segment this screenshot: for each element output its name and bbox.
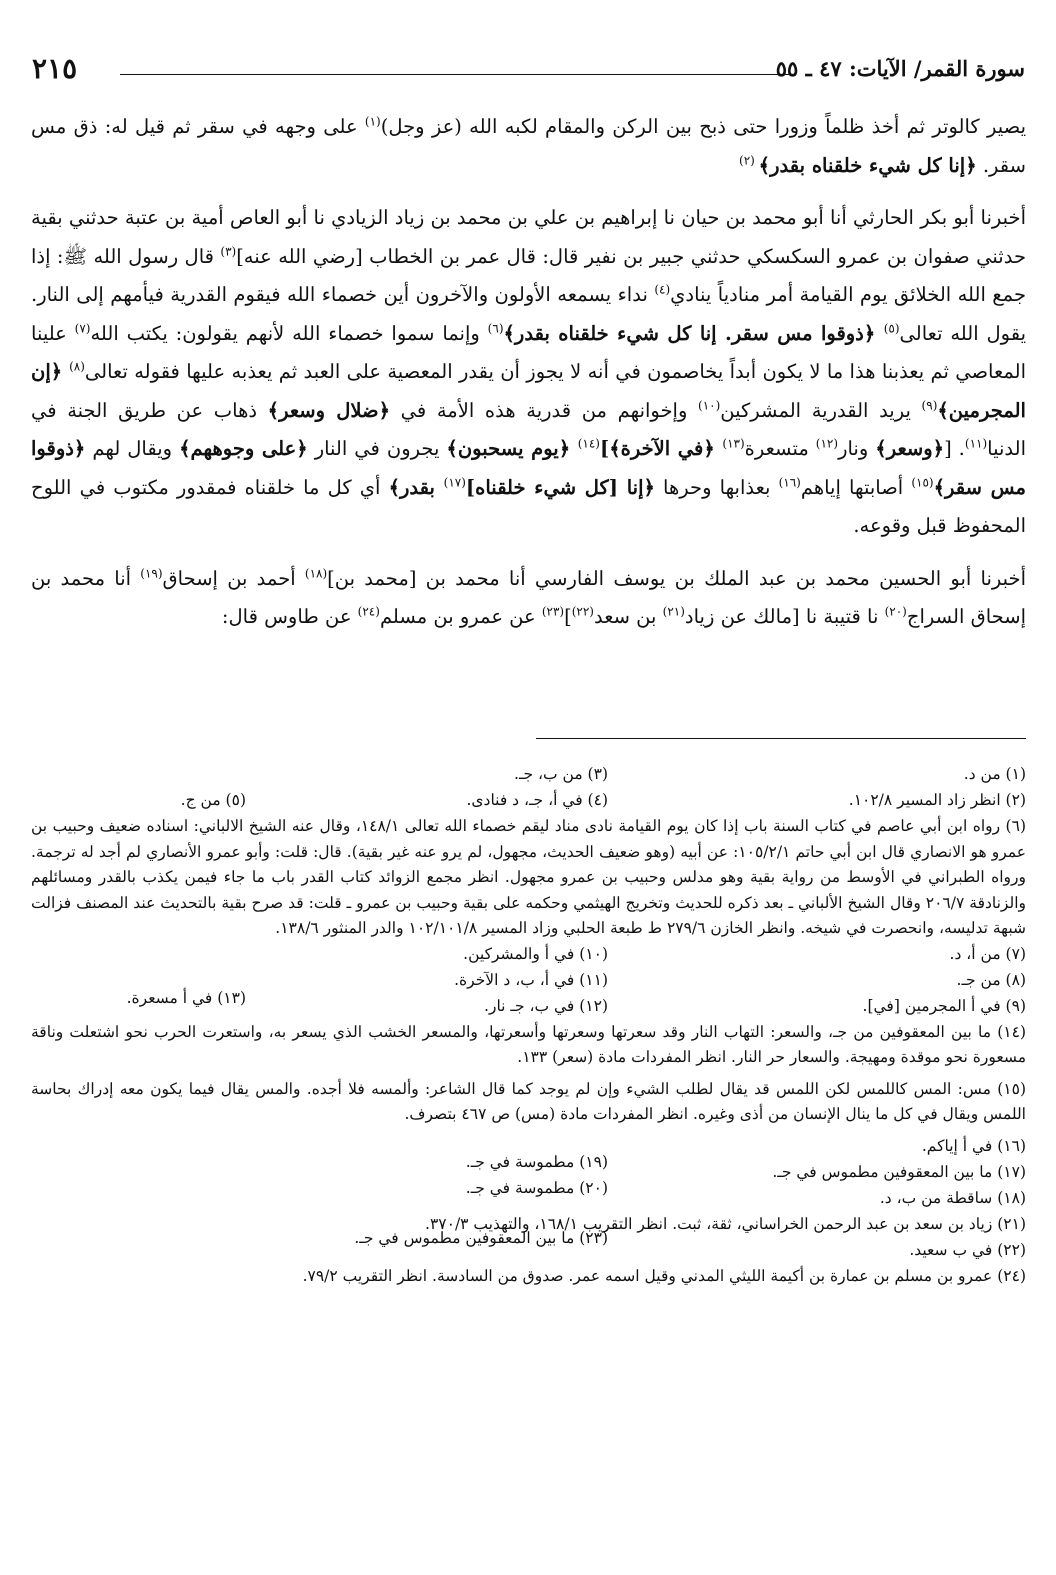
text-run: ويقال لهم [85, 437, 180, 460]
quran-verse: ﴿ذوقوا مس سقر. إنا كل شيء خلقناه بقدر﴾ [503, 321, 884, 345]
footnote-17: (١٧) ما بين المعقوفين مطموس في جـ. [772, 1162, 1026, 1181]
footnote-6: (٦) رواه ابن أبي عاصم في كتاب السنة باب إذا كان يوم القيامة نادى مناد ليقم خصماء الله تعالى ١٤٨/١، وقال عنه الشيخ الالباني: اسناده ضعيف وحبيب بن عمرو هو الانصاري قال ابن أبي حاتم ١٠٥/٢/١: عن أبيه (وهو ضعيف الحديث، مجهول، لم يرو عنه غير بقية). قال: قلت: وأبو عمرو الأنصاري لم أجد له ترجمة. ورواه الطبراني في الأوسط من رواية بقية وهو مدلس وحبيب بن عمرو مجهول. انظر مجمع الزوائد كتاب القدر باب ما جاء فيمن يكذب بالقدر ومسائلهم والزنادقة ٢٠٦/٧ وقال الشيخ الألباني ـ بعد ذكره للحديث وتخريج الهيثمي وحكمه على بقية وحبيب بن عمرو ـ قلت: قد صرح بقية بالتحديث عند المصنف فزالت شبهة تدليسه، وانحصرت في شيخه. وانظر الخازن ٢٧٩/٦ ط طبعة الحلبي وزاد المسير ١٠٢/١٠١/٨ والدر المنثور ١٣٨/٦. [31, 817, 1026, 937]
footnote-2: (٢) انظر زاد المسير ١٠٢/٨. [848, 791, 1026, 809]
footnote-21: (٢١) زياد بن سعد بن عبد الرحمن الخراساني، ثقة، ثبت. انظر التقريب ١٦٨/١، والتهذيب ٣٧٠/٣. [425, 1214, 1026, 1233]
footnote-16: (١٦) في أ إياكم. [921, 1136, 1026, 1155]
footnote-ref: (٢٠) [884, 604, 907, 619]
text-run: ونار [838, 437, 876, 460]
page-header [30, 52, 1025, 96]
footnote-ref: (٢٤) [357, 604, 380, 619]
text-run: علينا المعاصي ثم يعذبنا هذا ما لا يكون أبداً يخاصمون في أنه لا يجوز أن يقدر المعصية على العبد ثم يعذبه عليها فقوله تعالى [31, 321, 1026, 383]
running-title: سورة القمر/ الآيات: ٤٧ ـ ٥٥ [775, 56, 1025, 81]
footnote-4: (٤) في أ، جـ، د فنادى. [466, 791, 608, 809]
footnote-ref: (١٨) [304, 566, 328, 580]
text-run: نداء يسمعه الأولون والآخرون أين خصماء الله فيقوم القدرية فيأمهم إلى النار. يقول الله تعالى [31, 283, 1026, 345]
text-run: قال رسول الله ﷺ: إذا جمع الله الخلائق يوم القيامة أمر منادياً ينادي [31, 244, 1026, 306]
text-run: يجرون في النار [307, 437, 447, 460]
text-run: أخبرنا أبو الحسين محمد بن عبد الملك بن يوسف الفارسي أنا محمد بن [محمد بن] [327, 566, 1026, 590]
footnote-ref: (١١) [964, 436, 988, 451]
footnote-7: (٧) من أ، د. [949, 944, 1026, 963]
text-run: على وجهه في سقر ثم قيل له: ذق مس سقر. [31, 115, 1026, 177]
paragraph-1 [31, 108, 1026, 185]
footnote-ref: (٨) [69, 359, 85, 374]
footnote-row [31, 1178, 1026, 1212]
footnote-13: (١٣) في أ مسعرة. [126, 988, 246, 1007]
text-run: أخبرنا أبو بكر الحارثي أنا أبو محمد بن حيان نا إبراهيم بن علي بن محمد بن زياد الزيادي نا أبو العاص أمية بن عتبة حدثني بقية حدثني صفوان بن عمرو السكسكي حدثني جبير بن نفير قال: قال عمر بن الخطاب [رضي الله عنه] [31, 206, 1026, 268]
footnote-20: (٢٠) مطموسة في جـ. [465, 1178, 608, 1197]
footnote-11: (١١) في أ، ب، د الآخرة. [454, 970, 608, 989]
footnote-1: (١) من د. [963, 765, 1026, 783]
text-run: يريد القدرية المشركين [720, 398, 922, 422]
paragraph-2 [31, 199, 1026, 546]
footnote-24: (٢٤) عمرو بن مسلم بن عمارة بن أكيمة الليثي المدني وقيل اسمه عمر. صدوق من السادسة. انظر التقريب ٧٩/٢. [302, 1266, 1026, 1285]
text-run: نا قتيبة نا [مالك عن زياد [684, 605, 885, 628]
footnote-ref: (١٦) [778, 475, 801, 489]
text-run: ذهاب عن طريق الجنة في الدنيا [31, 398, 1026, 460]
footnote-ref: (٣) [220, 244, 237, 258]
footnotes [31, 762, 1026, 1290]
text-run: . [ [944, 437, 965, 460]
text-run: عن طاوس قال: [221, 605, 358, 628]
quran-verse: ﴿في الآخرة﴾] [599, 437, 723, 460]
text-run: ] [564, 605, 572, 628]
footnote-ref: (٢٣) [541, 604, 565, 619]
footnote-ref: (١٧) [443, 475, 466, 489]
footnote-ref: (٢٢) [571, 604, 594, 619]
footnote-ref: (٤) [654, 282, 671, 297]
quran-verse: ﴿إنا [كل شيء خلقناه] [465, 475, 655, 499]
text-run: بعذابها وحرها [654, 475, 779, 499]
footnote-row [31, 1228, 1026, 1264]
footnote-9: (٩) في أ المجرمين [في]. [862, 996, 1026, 1015]
quran-verse: ﴿ذوقوا مس سقر﴾ [31, 437, 1026, 499]
footnote-5: (٥) من ج. [180, 791, 246, 809]
footnote-ref: (١٣) [722, 436, 745, 451]
footnote-ref: (١٩) [140, 566, 163, 580]
text-run: عن عمرو بن مسلم [379, 605, 542, 628]
quran-verse: ﴿وسعر﴾ [875, 437, 945, 460]
footnote-18: (١٨) ساقطة من ب، د. [879, 1188, 1026, 1207]
text-run: بن سعد [593, 605, 663, 628]
quran-verse: ﴿على وجوههم﴾ [179, 437, 308, 460]
text-run: أصابتها إياهم [800, 475, 912, 499]
footnote-ref: (٢١) [662, 604, 685, 619]
footnote-ref: (١) [364, 114, 381, 129]
footnote-row [31, 1264, 1026, 1290]
footnote-row [31, 988, 1026, 1020]
text-run: وإنما سموا خصماء الله لأنهم يقولون: يكتب الله [90, 321, 488, 345]
footnote-22: (٢٢) في ب سعيد. [909, 1240, 1026, 1259]
footnote-23: (٢٣) ما بين المعقوفين مطموس في جـ. [354, 1228, 608, 1247]
footnote-8: (٨) من جـ. [956, 970, 1026, 989]
footnote-ref: (١٢) [815, 436, 839, 451]
main-text [31, 108, 1026, 651]
footnote-ref: (١٤) [577, 436, 600, 451]
footnote-ref: (١٥) [911, 475, 934, 489]
footnote-19: (١٩) مطموسة في جـ. [465, 1152, 608, 1171]
text-run: أنا محمد بن إسحاق السراج [31, 566, 1026, 628]
footnote-15: (١٥) مس: المس كاللمس لكن اللمس قد يقال لطلب الشيء وإن لم يوجد كما قال الشاعر: وألمسه فلا أجده. والمس يقال فيما يكون معه إدراك بحاسة اللمس ويقال في كل ما ينال الإنسان من أذى وغيره. انظر المفردات مادة (مس) ص ٤٦٧ بتصرف. [31, 1079, 1026, 1123]
footnote-ref: (١٠) [698, 398, 721, 412]
quran-verse: ﴿ضلال وسعر﴾ [267, 398, 391, 422]
footnote-14: (١٤) ما بين المعقوفين من جـ، والسعر: التهاب النار وقد سعرتها وسعرتها وأسعرتها، والمسعر الخشب الذي يسعر به، واستعرت الحرب نحو اشتعلت وناقة مسعورة نحو موقدة ومهيجة. والسعار حر النار. انظر المفردات مادة (سعر) ١٣٣. [31, 1022, 1026, 1066]
quran-verse: بقدر﴾ [388, 475, 444, 499]
footnote-ref: (٢) [739, 153, 759, 167]
footnote-ref: (٩) [921, 398, 938, 412]
footnote-3: (٣) من ب، جـ. [514, 765, 608, 783]
footnote-row [31, 788, 1026, 814]
quran-verse: ﴿إنا كل شيء خلقناه بقدر﴾ [758, 153, 977, 177]
footnote-ref: (٥) [883, 321, 900, 335]
footnote-12: (١٢) في ب، جـ نار. [484, 996, 608, 1015]
footnote-row [31, 762, 1026, 788]
text-run: متسعرة [744, 437, 816, 460]
quran-verse: ﴿يوم يسحبون﴾ [446, 437, 578, 460]
page-number: ٢١٥ [32, 52, 78, 85]
text-run: أحمد بن إسحاق [162, 566, 305, 590]
quran-verse: ﴿إن المجرمين﴾ [31, 360, 1026, 422]
text-run: يصير كالوتر ثم أخذ ظلماً وزورا حتى ذبح بين الركن والمقام لكبه الله (عز وجل) [380, 115, 1026, 138]
header-rule [120, 74, 790, 75]
footnote-ref: (٧) [74, 321, 91, 335]
footnote-row [31, 942, 1026, 968]
footnote-ref: (٦) [487, 321, 504, 335]
paragraph-3 [31, 560, 1026, 637]
footnote-10: (١٠) في أ والمشركين. [463, 944, 608, 963]
text-run: وإخوانهم من قدرية هذه الأمة في [390, 398, 699, 422]
footnote-separator [536, 738, 1026, 739]
text-run: أي كل ما خلقناه فمقدور مكتوب في اللوح المحفوظ قبل وقوعه. [31, 475, 1026, 537]
